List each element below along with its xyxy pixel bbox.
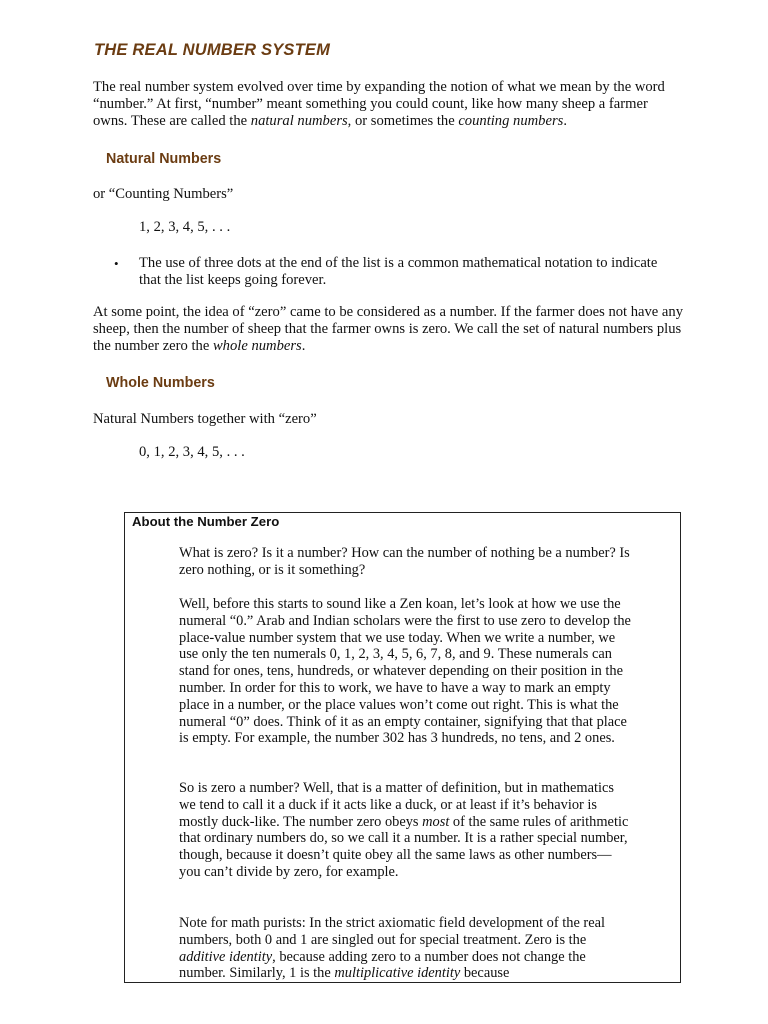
natural-numbers-sequence: 1, 2, 3, 4, 5, . . . [139, 219, 231, 235]
about-zero-paragraph-1: What is zero? Is it a number? How can the number of nothing be a number? Is zero nothing, or is it something? [179, 545, 630, 578]
intro-paragraph [93, 79, 683, 130]
zero-paragraph [93, 304, 683, 355]
whole-numbers-sequence: 0, 1, 2, 3, 4, 5, . . . [139, 444, 245, 460]
whole-numbers-heading: Whole Numbers [106, 375, 215, 391]
page-title: THE REAL NUMBER SYSTEM [94, 41, 331, 59]
about-zero-paragraph-4 [179, 915, 631, 982]
paragraph-3-text-1: So is zero a number? Well, that is a matter of definition, but in mathematics we tend to call it a duck if it acts like a duck, or at least if it’s behavior is mostly duck-like. The number zero obeys [179, 780, 614, 830]
paragraph-4-text-3: because [460, 965, 510, 982]
whole-numbers-subtitle: Natural Numbers together with “zero” [93, 411, 317, 427]
ellipsis-note-text: The use of three dots at the end of the list is a common mathematical notation to indicate that the list keeps going forever. [139, 255, 658, 288]
zero-emphasis-whole-numbers: whole numbers [212, 338, 302, 354]
paragraph-3-text-2: of the same rules of arithmetic that ordinary numbers do, so we call it a number. It is a rather special number, though, because it doesn’t quite obey all the same laws as other numbers—you can’t divide by zero, for example. [179, 813, 629, 880]
paragraph-3-emphasis-most: most [422, 813, 450, 830]
paragraph-4-text-1: Note for math purists: In the strict axiomatic field development of the real numbers, both 0 and 1 are singled out for special treatment. Zero is the [179, 915, 605, 948]
intro-text-2: , or sometimes the [347, 113, 459, 129]
intro-emphasis-counting-numbers: counting numbers [458, 113, 564, 129]
intro-text-3: . [563, 113, 567, 129]
zero-text-2: . [301, 338, 306, 354]
about-zero-title: About the Number Zero [132, 514, 280, 529]
zero-text-1: At some point, the idea of “zero” came to be considered as a number. If the farmer does not have any sheep, then the number of sheep that the farmer owns is zero. We call the set of natural numbers plus the number zero the [93, 304, 684, 354]
about-zero-box [124, 512, 681, 983]
paragraph-4-emphasis-multiplicative-identity: multiplicative identity [334, 965, 461, 982]
intro-text-1: The real number system evolved over time by expanding the notion of what we mean by the word “number.” At first, “number” meant something you could count, like how many sheep a farmer owns. These are called the [93, 79, 665, 129]
about-zero-paragraph-2: Well, before this starts to sound like a Zen koan, let’s look at how we use the numeral “0.” Arab and Indian scholars were the first to use zero to develop the place-value number system that we use today. When we write a number, we use only the ten numerals 0, 1, 2, 3, 4, 5, 6, 7, 8, and 9. These numerals can stand for ones, tens, hundreds, or whatever depending on their position in the number. In order for this to work, we have to have a way to mark an empty place in a number, or the place values won’t come out right. This is what the numeral “0” does. Think of it as an empty container, signifying that that place is empty. For example, the number 302 has 3 hundreds, no tens, and 2 ones. [179, 596, 631, 747]
paragraph-4-emphasis-additive-identity: additive identity [179, 948, 273, 965]
intro-emphasis-natural-numbers: natural numbers [250, 113, 348, 129]
bullet-icon: • [114, 256, 119, 271]
paragraph-4-text-2: , because adding zero to a number does not change the number. Similarly, 1 is the [179, 948, 586, 982]
about-zero-paragraph-3 [179, 780, 631, 881]
natural-numbers-subtitle: or “Counting Numbers” [93, 186, 234, 202]
natural-numbers-heading: Natural Numbers [106, 151, 222, 167]
